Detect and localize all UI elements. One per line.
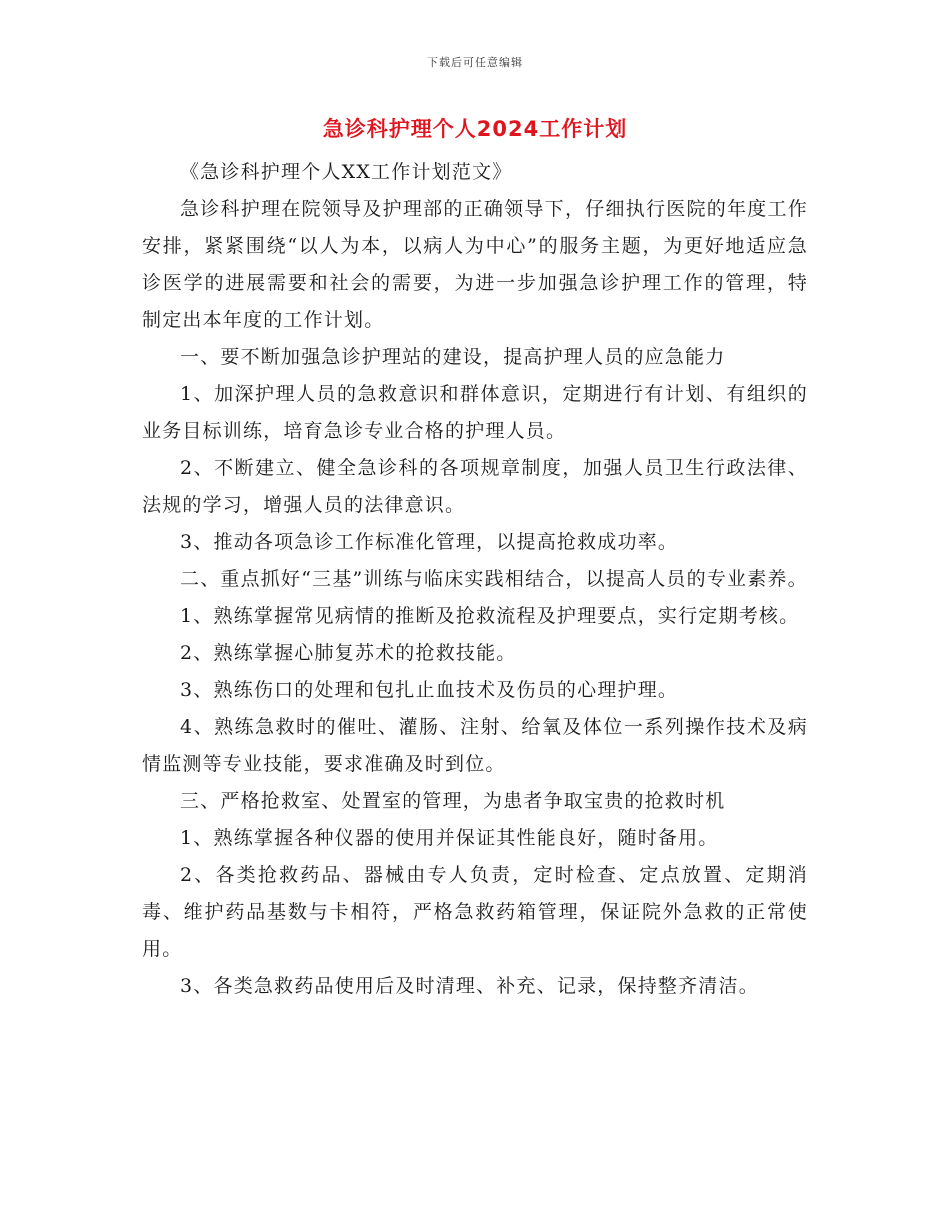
paragraph-item: 4、熟练急救时的催吐、灌肠、注射、给氧及体位一系列操作技术及病情监测等专业技能，要求准确及时到位。 [142, 716, 808, 775]
paragraph-item: 1、熟练掌握各种仪器的使用并保证其性能良好，随时备用。 [180, 827, 719, 849]
paragraph-item: 3、推动各项急诊工作标准化管理，以提高抢救成功率。 [180, 531, 679, 553]
header-note: 下载后可任意编辑 [427, 56, 523, 69]
section-heading-3: 三、严格抢救室、处置室的管理，为患者争取宝贵的抢救时机 [180, 790, 726, 812]
document-title: 急诊科护理个人2024工作计划 [322, 117, 628, 141]
paragraph-item: 2、熟练掌握心肺复苏术的抢救技能。 [180, 642, 517, 664]
paragraph-item: 3、各类急救药品使用后及时清理、补充、记录，保持整齐清洁。 [180, 975, 759, 997]
paragraph-item: 2、各类抢救药品、器械由专人负责，定时检查、定点放置、定期消毒、维护药品基数与卡相符，严格急救药箱管理，保证院外急救的正常使用。 [142, 864, 808, 960]
paragraph-intro-title: 《急诊科护理个人XX工作计划范文》 [180, 161, 513, 183]
paragraph-item: 2、不断建立、健全急诊科的各项规章制度，加强人员卫生行政法律、法规的学习，增强人员的法律意识。 [142, 457, 808, 516]
section-heading-2: 二、重点抓好“三基”训练与临床实践相结合，以提高人员的专业素养。 [180, 568, 808, 590]
paragraph-item: 3、熟练伤口的处理和包扎止血技术及伤员的心理护理。 [180, 679, 679, 701]
paragraph-intro: 急诊科护理在院领导及护理部的正确领导下，仔细执行医院的年度工作安排，紧紧围绕“以人为本，以病人为中心”的服务主题，为更好地适应急诊医学的进展需要和社会的需要，为进一步加强急诊护理工作的管理，特制定出本年度的工作计划。 [142, 198, 808, 331]
paragraph-item: 1、熟练掌握常见病情的推断及抢救流程及护理要点，实行定期考核。 [180, 605, 800, 627]
paragraph-item: 1、加深护理人员的急救意识和群体意识，定期进行有计划、有组织的业务目标训练，培育急诊专业合格的护理人员。 [142, 383, 808, 442]
section-heading-1: 一、要不断加强急诊护理站的建设，提高护理人员的应急能力 [180, 346, 726, 368]
document-body [142, 154, 808, 1005]
